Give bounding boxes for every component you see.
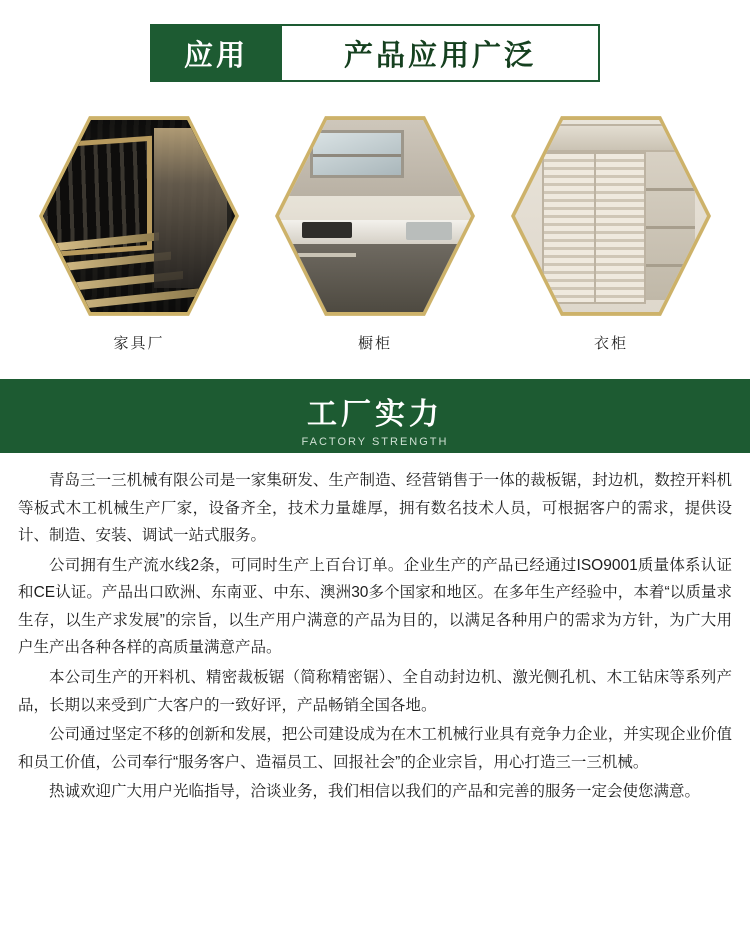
- application-banner-title: 产品应用广泛: [282, 24, 600, 82]
- application-gallery: [0, 112, 750, 353]
- wardrobe-louver-doors-photo: [515, 116, 707, 316]
- paragraph: 公司通过坚定不移的创新和发展，把公司建设成为在木工机械行业具有竞争力企业，并实现企业价值和员工价值，公司奉行“服务客户、造福员工、回报社会”的企业宗旨，用心打造三一三机械。: [18, 726, 732, 771]
- hexagon-frame: [511, 112, 711, 320]
- gallery-item-caption: 家具厂: [113, 335, 165, 352]
- company-description: [0, 453, 750, 806]
- paragraph: 热诚欢迎广大用户光临指导，洽谈业务，我们相信以我们的产品和完善的服务一定会使您满意。: [49, 783, 701, 801]
- paragraph: 青岛三一三机械有限公司是一家集研发、生产制造、经营销售于一体的裁板锯，封边机，数控开料机等板式木工机械生产厂家，设备齐全，技术力量雄厚，拥有数名技术人员，可根据客户的需求，提供设计、制造、安装、调试一站式服务。: [18, 472, 732, 545]
- paragraph: 本公司生产的开料机、精密裁板锯（简称精密锯）、全自动封边机、激光侧孔机、木工钻床等系列产品，长期以来受到广大客户的一致好评，产品畅销全国各地。: [18, 669, 732, 714]
- wardrobe-top-cabinet: [542, 124, 684, 152]
- kitchen-cabinets-photo: [279, 116, 471, 316]
- gallery-item-wardrobe: [506, 112, 716, 353]
- gallery-item-caption: 衣柜: [593, 335, 628, 352]
- application-banner-tag: 应用: [150, 24, 282, 82]
- paragraph: 公司拥有生产流水线2条，可同时生产上百台订单。企业生产的产品已经通过ISO9001质量体系认证和CE认证。产品出口欧洲、东南亚、中东、澳洲30多个国家和地区。在多年生产经验中，本着“以质量求生存，以生产求发展”的宗旨，以生产用户满意的产品为目的，以满足各种用户的需求为方针，为广大用户生产出各种各样的高质量满意产品。: [18, 556, 732, 657]
- open-shelves: [646, 152, 696, 300]
- gallery-item-caption: 橱柜: [357, 335, 392, 352]
- gas-hob: [302, 222, 352, 238]
- panel-stack-bars: [51, 228, 201, 308]
- hexagon-frame: [39, 112, 239, 320]
- lower-cabinet: [279, 244, 471, 316]
- upper-cabinet: [279, 116, 471, 196]
- factory-strength-title: 工厂实力: [306, 398, 443, 431]
- factory-strength-heading-group: [302, 400, 449, 448]
- factory-strength-subtitle: FACTORY STRENGTH: [301, 436, 449, 448]
- dark-factory-panel-stacks-photo: [43, 116, 235, 316]
- hexagon-frame: [275, 112, 475, 320]
- sink: [406, 222, 452, 240]
- hexagon-image-clip: [43, 116, 235, 316]
- glass-cabinet-door: [310, 130, 404, 178]
- louver-doors: [542, 152, 646, 304]
- factory-strength-band: [0, 379, 750, 453]
- hexagon-image-clip: [279, 116, 471, 316]
- gallery-item-furniture-factory: [34, 112, 244, 353]
- application-banner: [150, 24, 600, 82]
- gallery-item-kitchen-cabinet: [270, 112, 480, 353]
- hexagon-image-clip: [515, 116, 707, 316]
